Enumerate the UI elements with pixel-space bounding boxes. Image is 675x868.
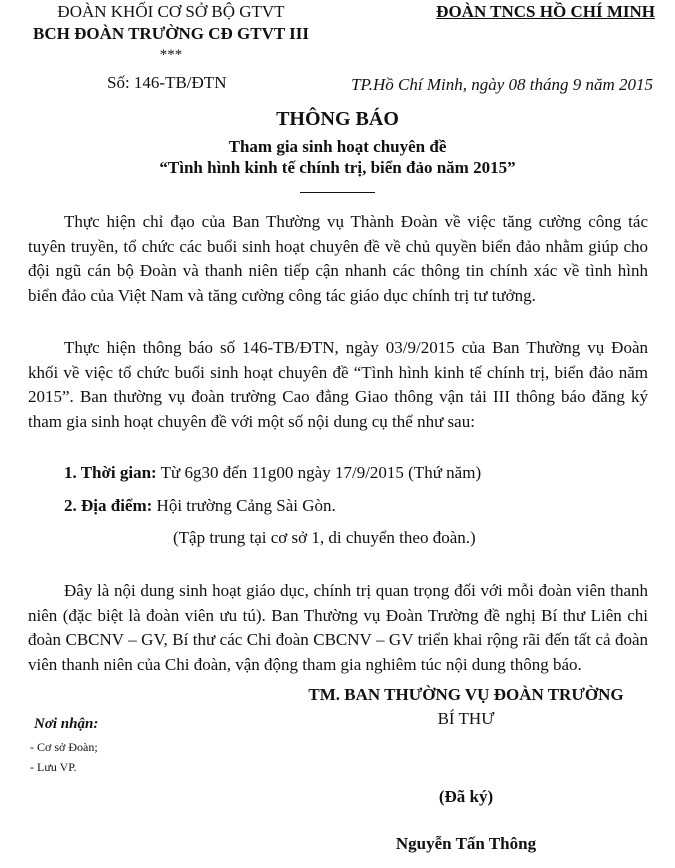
document-title: THÔNG BÁO: [276, 108, 399, 130]
item-time-value: Từ 6g30 đến 11g00 ngày 17/9/2015 (Thứ năm): [156, 463, 482, 482]
recipients-title: Nơi nhận:: [34, 716, 99, 732]
recipient-item: - Lưu VP.: [30, 760, 77, 774]
org-line-2: BCH ĐOÀN TRƯỜNG CĐ GTVT III: [33, 24, 309, 43]
item-location-note: (Tập trung tại cơ sở 1, di chuyển theo đoàn.): [173, 528, 476, 547]
signature-title: TM. BAN THƯỜNG VỤ ĐOÀN TRƯỜNG: [308, 685, 624, 704]
paragraph-1: Thực hiện chỉ đạo của Ban Thường vụ Thành Đoàn về việc tăng cường công tác tuyên truyền, tổ chức các buổi sinh hoạt chuyên đề về chủ quyền biển đảo nhằm giúp cho đội ngũ cán bộ Đoàn và thanh niên tiếp cận nhanh các thông tin chính xác về tình hình biển đảo của Việt Nam và tăng cường công tác giáo dục chính trị tư tưởng.: [28, 212, 648, 305]
item-location-label: 2. Địa điểm:: [64, 496, 153, 515]
document-number: Số: 146-TB/ĐTN: [107, 73, 227, 92]
place-date: TP.Hồ Chí Minh, ngày 08 tháng 9 năm 2015: [351, 75, 653, 94]
paragraph-3: Đây là nội dung sinh hoạt giáo dục, chính trị quan trọng đối với mỗi đoàn viên thanh niên (đặc biệt là đoàn viên ưu tú). Ban Thường vụ Đoàn Trường đề nghị Bí thư Liên chi đoàn CBCNV – GV, Bí thư các Chi đoàn CBCNV – GV triển khai rộng rãi đến tất cả đoàn viên thanh niên của Chi đoàn, vận động tham gia nghiêm túc nội dung thông báo.: [28, 581, 648, 674]
item-location: [64, 496, 336, 516]
title-divider: [300, 192, 375, 193]
document-subtitle-1: Tham gia sinh hoạt chuyên đề: [228, 137, 447, 156]
item-time: [64, 463, 481, 483]
item-location-value: Hội trường Cảng Sài Gòn.: [152, 496, 336, 515]
stars-divider: ***: [159, 47, 183, 63]
item-time-label: 1. Thời gian:: [64, 463, 157, 482]
signer-name: Nguyễn Tấn Thông: [395, 834, 537, 853]
paragraph-2: Thực hiện thông báo số 146-TB/ĐTN, ngày 03/9/2015 của Ban Thường vụ Đoàn khối về việc tổ chức buổi sinh hoạt chuyên đề “Tình hình kinh tế chính trị, biển đảo năm 2015”. Ban thường vụ đoàn trường Cao đẳng Giao thông vận tải III thông báo đăng ký tham gia sinh hoạt chuyên đề với một số nội dung cụ thể như sau:: [28, 338, 648, 431]
union-name: ĐOÀN TNCS HỒ CHÍ MINH: [436, 2, 655, 21]
org-line-1: ĐOÀN KHỐI CƠ SỞ BỘ GTVT: [57, 2, 285, 21]
recipient-item: - Cơ sở Đoàn;: [30, 740, 98, 754]
signed-mark: (Đã ký): [438, 787, 494, 806]
document-subtitle-2: “Tình hình kinh tế chính trị, biển đảo năm 2015”: [159, 158, 516, 177]
signature-role: BÍ THƯ: [437, 709, 495, 728]
